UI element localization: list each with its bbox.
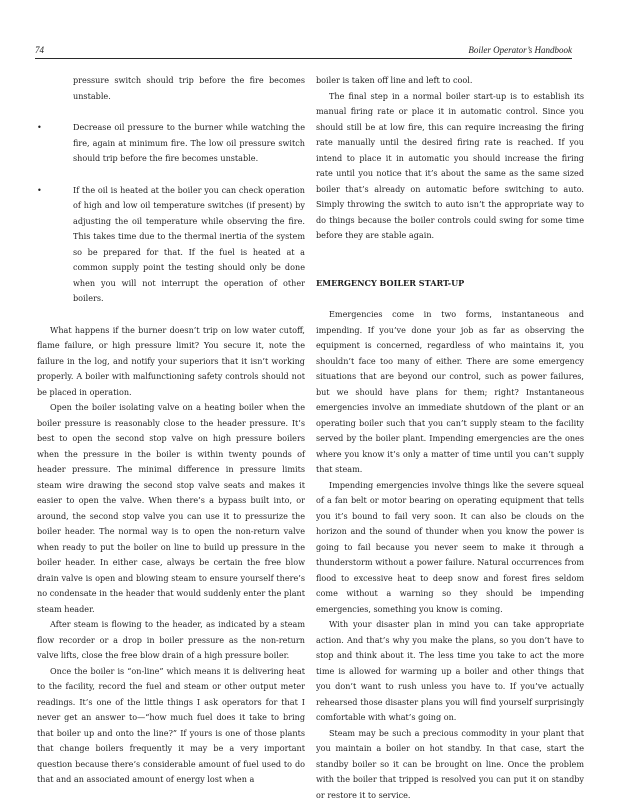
section-heading: EMERGENCY BOILER START-UP [316, 276, 584, 292]
running-header [35, 45, 572, 59]
paragraph: With your disaster plan in mind you can take appropriate action. And that’s why you make the plans, so you don’t have to stop and think about it. The less time you take to act the more time is allowed for warming up a boiler and other things that you don’t want to rush unless you have to. If you’ve actually rehearsed those disaster plans you will find yourself surprisingly comfortable with what’s going on. [316, 617, 584, 726]
paragraph: The final step in a normal boiler start-up is to establish its manual firing rate or place it in automatic control. Since you should still be at low fire, this can require increasing the firing rate manually until the desired firing rate is reached. If you intend to place it in automatic you should increase the firing rate until you notice that it’s about the same as the same sized boiler that’s already on automatic before switching to auto. Simply throwing the switch to auto isn’t the appropriate way to do things because the boiler controls could swing for some time before they are stable again. [316, 89, 584, 244]
spacer [316, 260, 584, 276]
spacer [37, 307, 305, 323]
bullet-mark: • [37, 120, 42, 136]
bullet-item [37, 183, 305, 307]
paragraph-continuation: boiler is taken off line and left to cool. [316, 73, 584, 89]
spacer [37, 167, 305, 183]
spacer [316, 291, 584, 307]
book-title: Boiler Operator’s Handbook [468, 45, 572, 55]
spacer [37, 104, 305, 120]
paragraph: Steam may be such a precious commodity in your plant that you maintain a boiler on hot standby. In that case, start the standby boiler so it can be brought on line. Once the problem with the boiler that tripped is resolved you can put it on standby or restore it to service. [316, 726, 584, 803]
paragraph: Impending emergencies involve things like the severe squeal of a fan belt or motor bearing on operating equipment that tells you it’s bound to fail very soon. It can also be clouds on the horizon and the sound of thunder when you know the power is going to fail because you never seem to make it through a thunderstorm without a power failure. Natural occurrences from flood to excessive heat to deep snow and forest fires seldom come without a warning so they should be impending emergencies, something you know is coming. [316, 478, 584, 618]
page-number: 74 [35, 45, 44, 55]
spacer [316, 244, 584, 260]
bullet-item [37, 120, 305, 167]
bullet-text: Decrease oil pressure to the burner while watching the fire, again at minimum fire. The low oil pressure switch should trip before the fire becomes unstable. [73, 122, 305, 163]
paragraph: What happens if the burner doesn’t trip on low water cutoff, flame failure, or high pressure limit? You secure it, note the failure in the log, and notify your superiors that it isn’t working properly. A boiler with malfunctioning safety controls should not be placed in operation. [37, 323, 305, 401]
paragraph: Emergencies come in two forms, instantaneous and impending. If you’ve done your job as far as observing the equipment is concerned, regardless of who maintains it, you shouldn’t face too many of either. There are some emergency situations that are beyond our control, such as power failures, but we should have plans for them; right? Instantaneous emergencies involve an immediate shutdown of the plant or an operating boiler such that you can’t supply steam to the facility served by the boiler plant. Impending emergencies are the ones where you know it’s only a matter of time until you can’t supply that steam. [316, 307, 584, 478]
right-column [316, 73, 584, 803]
bullet-text: If the oil is heated at the boiler you can check operation of high and low oil temperature switches (if present) by adjusting the oil temperature while observing the fire. This takes time due to the thermal inertia of the system so be prepared for that. If the fuel is heated at a common supply point the testing should only be done when you will not interrupt the operation of other boilers. [73, 185, 305, 304]
bullet-continuation: pressure switch should trip before the fire becomes unstable. [37, 73, 305, 104]
paragraph: Once the boiler is “on-line” which means it is delivering heat to the facility, record the fuel and steam or other output meter readings. It’s one of the little things I ask operators for that I never get an answer to—“how much fuel does it take to bring that boiler up and onto the line?” If yours is one of those plants that change boilers frequently it may be a very important question because there’s considerable amount of fuel used to do that and an associated amount of energy lost when a [37, 664, 305, 788]
paragraph: After steam is flowing to the header, as indicated by a steam flow recorder or a drop in boiler pressure as the non-return valve lifts, close the free blow drain of a high pressure boiler. [37, 617, 305, 664]
header-rule [35, 58, 572, 59]
paragraph: Open the boiler isolating valve on a heating boiler when the boiler pressure is reasonably close to the header pressure. It’s best to open the second stop valve on high pressure boilers when the pressure in the boiler is within twenty pounds of header pressure. The minimal difference in pressure limits steam wire drawing the second stop valve seats and makes it easier to open the valve. When there’s a bypass built into, or around, the second stop valve you can use it to pressurize the boiler header. The normal way is to open the non-return valve when ready to put the boiler on line to build up pressure in the boiler header. In either case, always be certain the free blow drain valve is open and blowing steam to ensure yourself there’s no condensate in the header that would suddenly enter the plant steam header. [37, 400, 305, 617]
left-column [37, 73, 305, 788]
bullet-mark: • [37, 183, 42, 199]
